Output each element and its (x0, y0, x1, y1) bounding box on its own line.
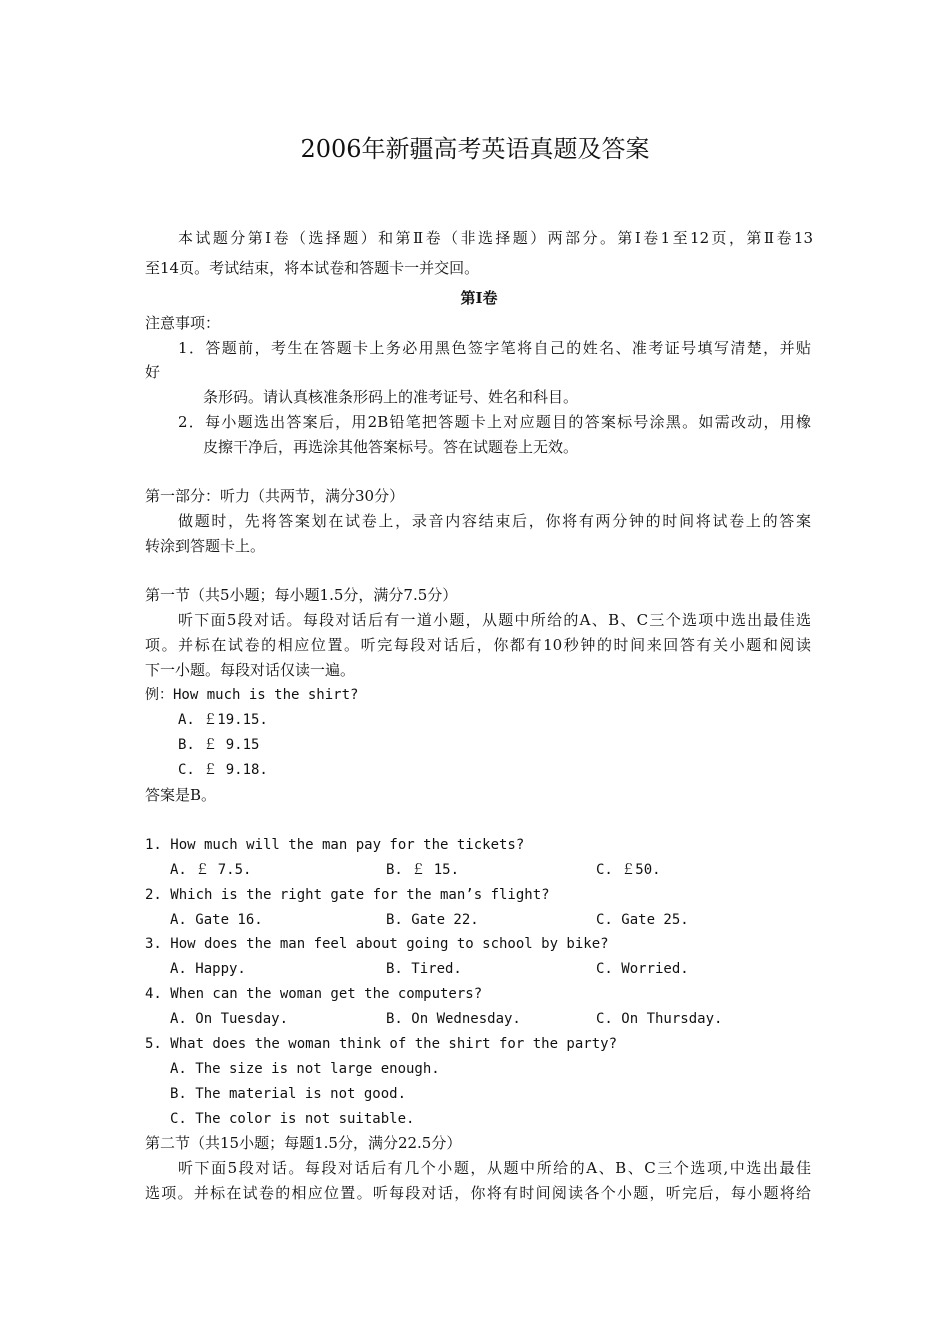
question-5: 5. What does the woman think of the shirt for the party? (145, 1036, 618, 1052)
question-3: 3. How does the man feel about going to school by bike? (145, 936, 609, 952)
notes-item-1-wrap: 好 (145, 363, 161, 381)
question-2-option-b: B. Gate 22. (386, 912, 479, 928)
question-1: 1. How much will the man pay for the tickets? (145, 837, 525, 853)
section2-desc-line-2: 选项。并标在试卷的相应位置。听每段对话，你将有时间阅读各个小题，听完后，每小题将给 (145, 1184, 811, 1202)
notes-item-1-line-1: 1．答题前，考生在答题卡上务必用黑色签字笔将自己的姓名、准考证号填写清楚，并贴 (178, 339, 811, 357)
question-4: 4. When can the woman get the computers? (145, 986, 483, 1002)
section1-desc-line-3: 下一小题。每段对话仅读一遍。 (145, 661, 356, 679)
question-3-option-a: A. Happy. (170, 961, 246, 977)
section2-desc-line-1: 听下面5段对话。每段对话后有几个小题，从题中所给的A、B、C三个选项,中选出最佳 (178, 1159, 811, 1177)
question-1-option-b: B. ￡ 15. (386, 862, 460, 878)
example-question: 例：How much is the shirt? (145, 687, 359, 703)
question-1-option-c: C. ￡50. (596, 862, 661, 878)
intro-line-2: 至14页。考试结束，将本试卷和答题卡一并交回。 (145, 259, 480, 277)
part1-heading: 第一部分：听力（共两节，满分30分） (145, 487, 405, 505)
question-2: 2. Which is the right gate for the man’s flight? (145, 887, 550, 903)
part1-desc-line-1: 做题时，先将答案划在试卷上，录音内容结束后，你将有两分钟的时间将试卷上的答案 (178, 512, 811, 530)
section2-heading: 第二节（共15小题；每题1.5分，满分22.5分） (145, 1134, 462, 1152)
part1-desc-line-2: 转涂到答题卡上。 (145, 537, 266, 555)
question-2-option-a: A. Gate 16. (170, 912, 263, 928)
question-2-option-c: C. Gate 25. (596, 912, 689, 928)
question-4-option-b: B. On Wednesday. (386, 1011, 521, 1027)
notes-item-2-line-2: 皮擦干净后，再选涂其他答案标号。答在试题卷上无效。 (203, 438, 579, 456)
section1-desc-line-1: 听下面5段对话。每段对话后有一道小题，从题中所给的A、B、C三个选项中选出最佳选 (178, 611, 811, 629)
section1-desc-line-2: 项。并标在试卷的相应位置。听完每段对话后，你都有10秒钟的时间来回答有关小题和阅读 (145, 636, 811, 654)
question-1-option-a: A. ￡ 7.5. (170, 862, 252, 878)
question-5-option-b: B. The material is not good. (170, 1086, 407, 1102)
example-option-b: B. ￡ 9.15 (178, 737, 260, 753)
notes-item-2-line-1: 2．每小题选出答案后，用2B铅笔把答题卡上对应题目的答案标号涂黑。如需改动，用橡 (178, 413, 811, 431)
question-4-option-a: A. On Tuesday. (170, 1011, 289, 1027)
question-4-option-c: C. On Thursday. (596, 1011, 723, 1027)
question-3-option-c: C. Worried. (596, 961, 689, 977)
intro-line-1: 本试题分第Ⅰ卷（选择题）和第Ⅱ卷（非选择题）两部分。第Ⅰ卷1至12页，第Ⅱ卷13 (178, 229, 813, 247)
example-option-c: C. ￡ 9.18. (178, 762, 268, 778)
volume-heading: 第Ⅰ卷 (460, 289, 498, 307)
page-title: 2006年新疆高考英语真题及答案 (300, 135, 650, 163)
question-5-option-c: C. The color is not suitable. (170, 1111, 415, 1127)
notes-item-1-line-2: 条形码。请认真核准条形码上的准考证号、姓名和科目。 (203, 388, 579, 406)
question-5-option-a: A. The size is not large enough. (170, 1061, 440, 1077)
notes-heading: 注意事项： (145, 314, 221, 332)
question-3-option-b: B. Tired. (386, 961, 462, 977)
example-option-a: A. ￡19.15. (178, 712, 268, 728)
example-answer: 答案是B。 (145, 786, 217, 804)
section1-heading: 第一节（共5小题；每小题1.5分，满分7.5分） (145, 586, 458, 604)
